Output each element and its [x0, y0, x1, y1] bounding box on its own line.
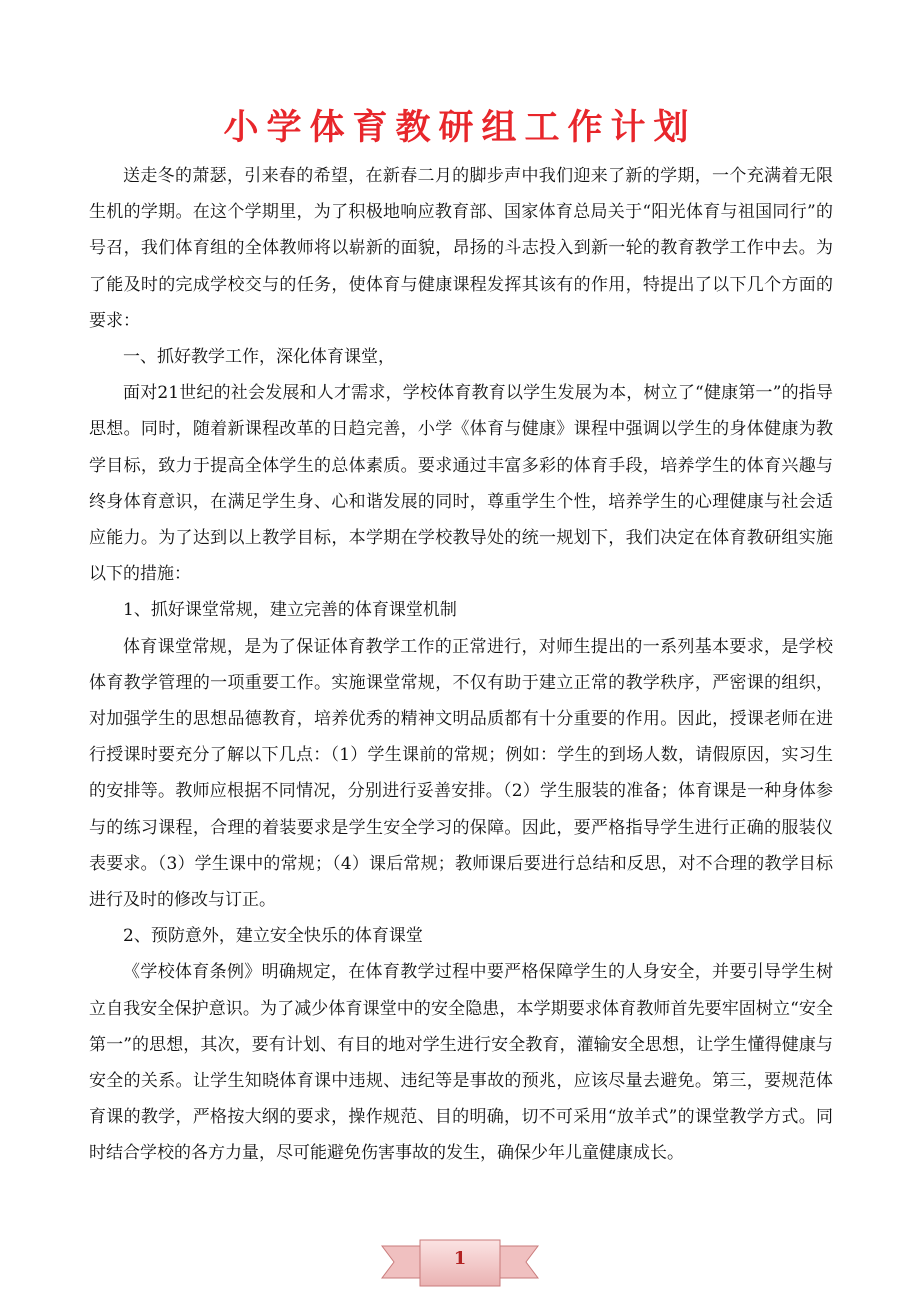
document-title: 小学体育教研组工作计划 — [223, 108, 697, 148]
paragraph-subsection-1: 体育课堂常规，是为了保证体育教学工作的正常进行，对师生提出的一系列基本要求，是学校体育教学管理的一项重要工作。实施课堂常规，不仅有助于建立正常的教学秩序，严密课的组织，对加强学生的思想品德教育，培养优秀的精神文明品质都有十分重要的作用。因此，授课老师在进行授课时要充分了解以下几点：（1）学生课前的常规；例如：学生的到场人数，请假原因，实习生的安排等。教师应根据不同情况，分别进行妥善安排。（2）学生服装的准备；体育课是一种身体参与的练习课程，合理的着装要求是学生安全学习的保障。因此，要严格指导学生进行正确的服装仪表要求。（3）学生课中的常规；（4）课后常规；教师课后要进行总结和反思，对不合理的教学目标进行及时的修改与订正。 — [89, 636, 833, 911]
subsection-heading-2: 2、预防意外，建立安全快乐的体育课堂 — [123, 926, 423, 947]
paragraph-subsection-2: 《学校体育条例》明确规定，在体育教学过程中要严格保障学生的人身安全，并要引导学生树立自我安全保护意识。为了减少体育课堂中的安全隐患，本学期要求体育教师首先要牢固树立“安全第一”的思想，其次，要有计划、有目的地对学生进行安全教育，灌输安全思想，让学生懂得健康与安全的关系。让学生知晓体育课中违规、违纪等是事故的预兆，应该尽量去避免。第三，要规范体育课的教学，严格按大纲的要求，操作规范、目的明确，切不可采用“放羊式”的课堂教学方式。同时结合学校的各方力量，尽可能避免伤害事故的发生，确保少年儿童健康成长。 — [89, 962, 833, 1164]
paragraph-intro: 送走冬的萧瑟，引来春的希望，在新春二月的脚步声中我们迎来了新的学期，一个充满着无限生机的学期。在这个学期里，为了积极地响应教育部、国家体育总局关于“阳光体育与祖国同行”的号召，我们体育组的全体教师将以崭新的面貌，昂扬的斗志投入到新一轮的教育教学工作中去。为了能及时的完成学校交与的任务，使体育与健康课程发挥其该有的作用，特提出了以下几个方面的要求： — [89, 166, 833, 331]
section-heading-1: 一、抓好教学工作，深化体育课堂， — [123, 347, 395, 368]
page-number: 1 — [453, 1248, 467, 1269]
document-body — [89, 158, 833, 1172]
paragraph-section-1: 面对21世纪的社会发展和人才需求，学校体育教育以学生发展为本，树立了“健康第一”的指导思想。同时，随着新课程改革的日趋完善，小学《体育与健康》课程中强调以学生的身体健康为教学目标，致力于提高全体学生的总体素质。要求通过丰富多彩的体育手段，培养学生的体育兴趣与终身体育意识，在满足学生身、心和谐发展的同时，尊重学生个性，培养学生的心理健康与社会适应能力。为了达到以上教学目标，本学期在学校教导处的统一规划下，我们决定在体育教研组实施以下的措施： — [89, 383, 833, 585]
subsection-heading-1: 1、抓好课堂常规，建立完善的体育课堂机制 — [123, 600, 457, 621]
